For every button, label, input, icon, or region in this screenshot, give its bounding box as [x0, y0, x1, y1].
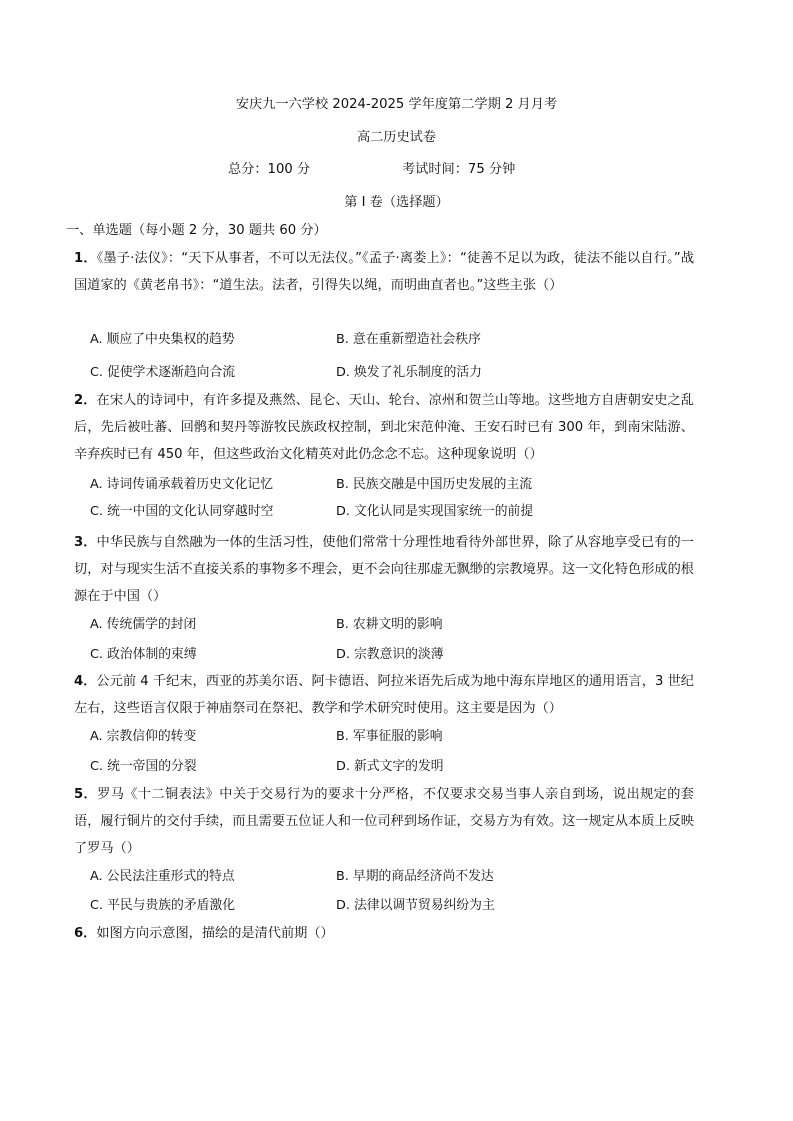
option-b[interactable]: B. 早期的商品经济尚不发达 — [336, 869, 494, 884]
question-number: 4． — [74, 674, 97, 689]
option-d[interactable]: D. 焕发了礼乐制度的活力 — [336, 365, 482, 380]
option-a[interactable]: A. 传统儒学的封闭 — [90, 617, 197, 632]
question-text: 罗马《十二铜表法》中关于交易行为的要求十分严格，不仅要求交易当事人亲自到场，说出规定的套语，履行铜片的交付手续，而且需要五位证人和一位司秤到场作证，交易方为有效。这一规定从本质上反映了罗马（） — [74, 787, 694, 856]
options-row — [90, 757, 690, 777]
option-a[interactable]: A. 诗词传诵承载着历史文化记忆 — [90, 477, 274, 492]
options-row — [90, 645, 690, 665]
option-d[interactable]: D. 文化认同是实现国家统一的前提 — [336, 504, 534, 519]
question-number: 6． — [74, 926, 97, 941]
option-b[interactable]: B. 意在重新塑造社会秩序 — [336, 332, 481, 347]
question-2 — [74, 387, 694, 468]
option-c[interactable]: C. 平民与贵族的矛盾激化 — [90, 898, 236, 913]
options-row — [90, 475, 690, 495]
question-number: 2． — [74, 393, 97, 408]
question-text: 《墨子·法仪》：“天下从事者，不可以无法仪。”《孟子·离娄上》：“徒善不足以为政，徒法不能以自行。”战国道家的《黄老帛书》：“道生法。法者，引得失以绳，而明曲直者也。”这些主张（） — [74, 251, 695, 293]
question-text: 如图方向示意图，描绘的是清代前期（） — [96, 926, 334, 941]
question-3 — [74, 529, 694, 610]
option-a[interactable]: A. 顺应了中央集权的趋势 — [90, 332, 235, 347]
option-a[interactable]: A. 宗教信仰的转变 — [90, 729, 197, 744]
question-number: 3． — [74, 535, 97, 550]
option-c[interactable]: C. 促使学术逐渐趋向合流 — [90, 365, 236, 380]
options-row — [90, 502, 690, 522]
option-c[interactable]: C. 统一帝国的分裂 — [90, 759, 197, 774]
option-d[interactable]: D. 新式文字的发明 — [336, 759, 444, 774]
section-heading: 一、单选题（每小题 2 分，30 题共 60 分） — [66, 223, 327, 238]
options-row — [90, 867, 690, 887]
option-d[interactable]: D. 宗教意识的淡薄 — [336, 647, 444, 662]
volume-heading: 第 I 卷（选择题） — [344, 195, 449, 210]
option-d[interactable]: D. 法律以调节贸易纠纷为主 — [336, 898, 495, 913]
option-b[interactable]: B. 民族交融是中国历史发展的主流 — [336, 477, 533, 492]
exam-subtitle: 高二历史试卷 — [356, 130, 437, 145]
question-number: 5． — [74, 787, 98, 802]
options-row — [90, 896, 690, 916]
question-4 — [74, 668, 694, 722]
option-b[interactable]: B. 农耕文明的影响 — [336, 617, 443, 632]
exam-time: 考试时间：75 分钟 — [402, 162, 516, 177]
option-b[interactable]: B. 军事征服的影响 — [336, 729, 443, 744]
options-row — [90, 363, 690, 383]
option-a[interactable]: A. 公民法注重形式的特点 — [90, 869, 235, 884]
question-text: 在宋人的诗词中，有许多提及燕然、昆仑、天山、轮台、凉州和贺兰山等地。这些地方自唐朝安史之乱后，先后被吐蕃、回鹘和契丹等游牧民族政权控制，到北宋范仲淹、王安石时已有 300 年，到南宋陆游、辛弃疾时已有 450 年，但这些政治文化精英对此仍念念不忘。这种现象说明（） — [74, 393, 694, 462]
exam-title: 安庆九一六学校 2024-2025 学年度第二学期 2 月月考 — [235, 97, 558, 112]
question-number: 1． — [74, 251, 97, 266]
options-row — [90, 727, 690, 747]
question-text: 公元前 4 千纪末，西亚的苏美尔语、阿卡德语、阿拉米语先后成为地中海东岸地区的通用语言，3 世纪左右，这些语言仅限于神庙祭司在祭祀、教学和学术研究时使用。这主要是因为（） — [74, 674, 694, 716]
options-row — [90, 330, 690, 350]
exam-meta — [0, 158, 793, 176]
question-6 — [74, 920, 694, 947]
options-row — [90, 615, 690, 635]
option-c[interactable]: C. 政治体制的束缚 — [90, 647, 197, 662]
option-c[interactable]: C. 统一中国的文化认同穿越时空 — [90, 504, 274, 519]
question-1 — [74, 245, 694, 299]
total-score: 总分：100 分 — [228, 162, 311, 177]
question-text: 中华民族与自然融为一体的生活习性，使他们常常十分理性地看待外部世界，除了从容地享受已有的一切，对与现实生活不直接关系的事物多不理会，更不会向往那虚无飘缈的宗教境界。这一文化特色形成的根源在于中国（） — [74, 535, 694, 604]
question-5 — [74, 781, 694, 862]
